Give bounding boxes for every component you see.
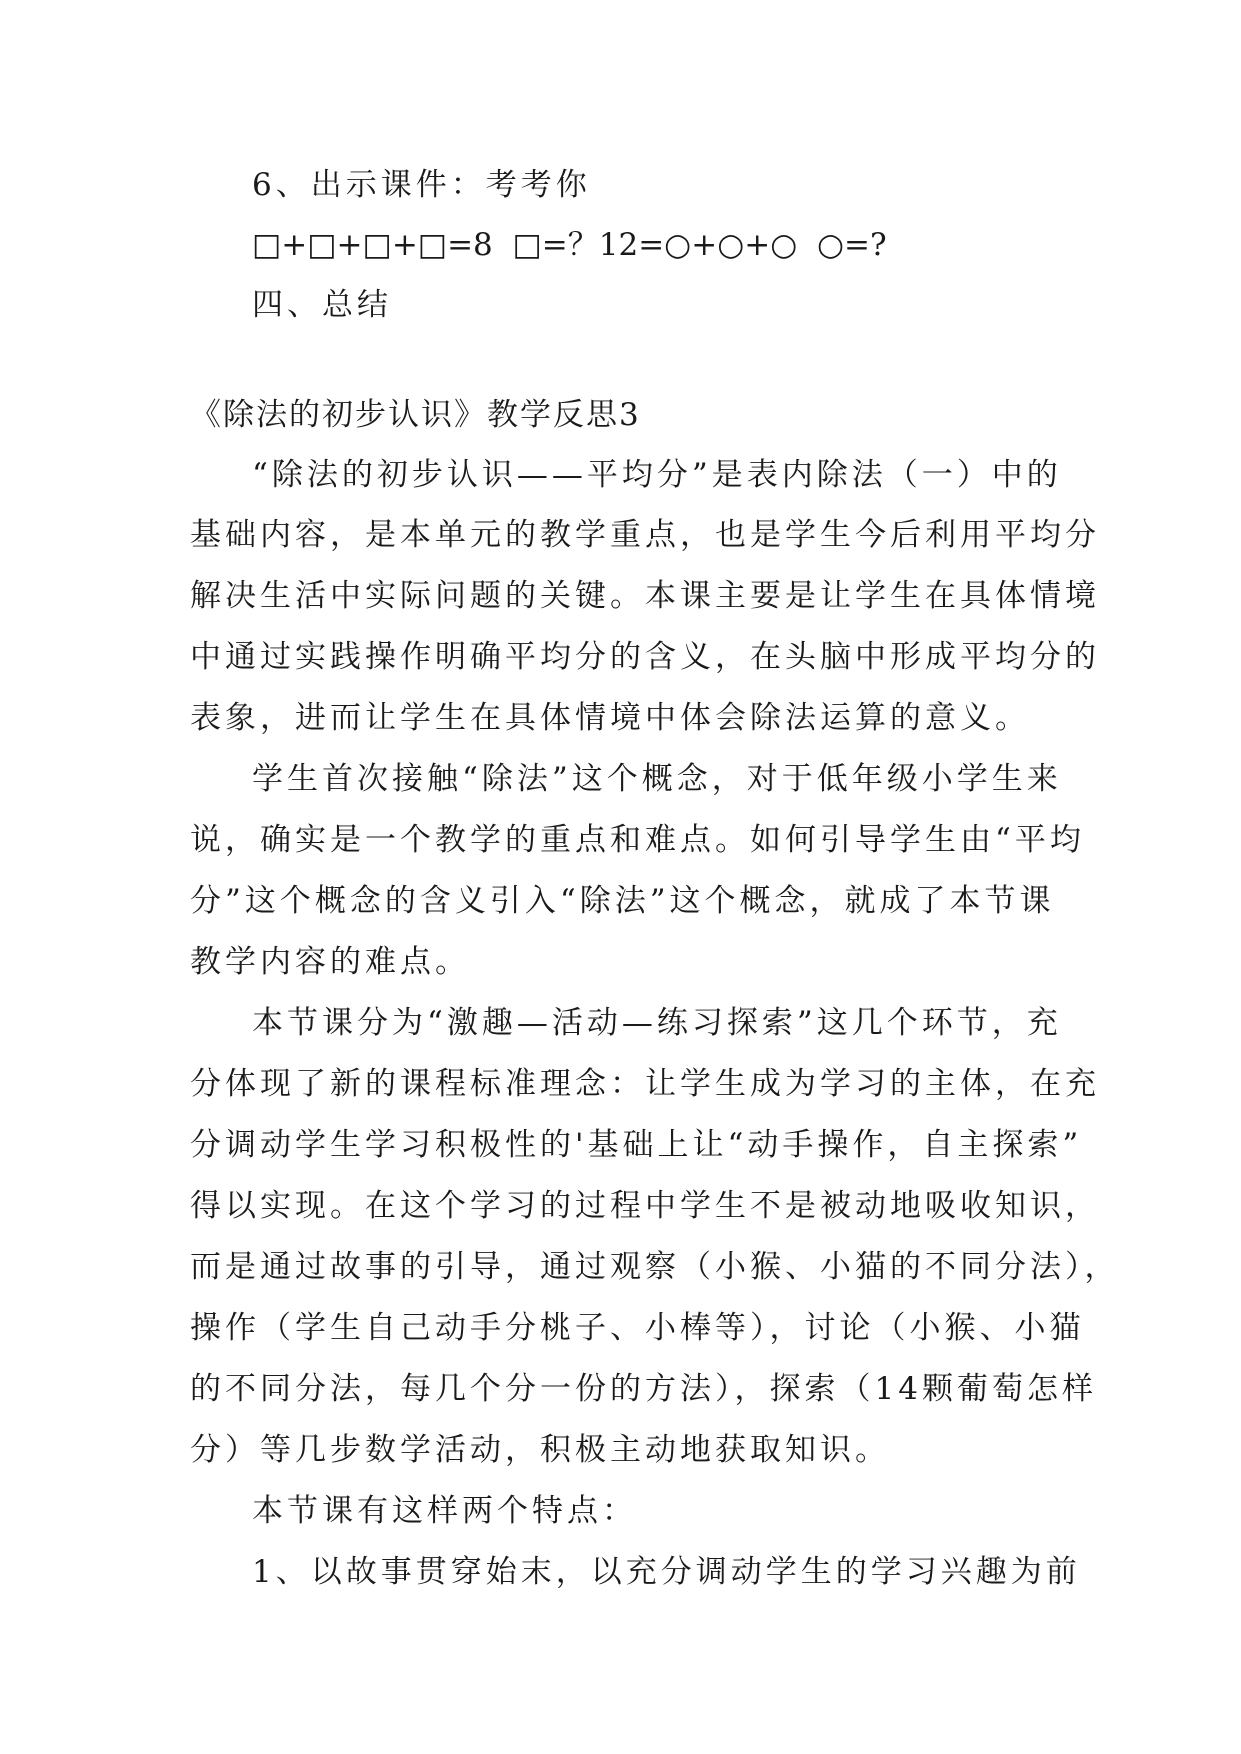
paragraph-line: 分体现了新的课程标准理念：让学生成为学习的主体，在充 (190, 1066, 1100, 1102)
paragraph-line: 分”这个概念的含义引入“除法”这个概念，就成了本节课 (190, 883, 1055, 919)
paragraph-line: 的不同分法，每几个分一份的方法），探索（14颗葡萄怎样 (190, 1371, 1097, 1407)
list-item: 6、出示课件：考考你 (252, 167, 591, 203)
paragraph-line: 表象，进而让学生在具体情境中体会除法运算的意义。 (190, 700, 1030, 736)
paragraph-line: 分调动学生学习积极性的'基础上让“动手操作，自主探索” (190, 1127, 1083, 1163)
page-title: 《除法的初步认识》教学反思3 (190, 397, 641, 433)
paragraph-line: 而是通过故事的引导，通过观察（小猴、小猫的不同分法）， (190, 1249, 1120, 1285)
formula-line: □+□+□+□=8 □=？12=○+○+○ ○=? (252, 227, 887, 263)
paragraph-line: 解决生活中实际问题的关键。本课主要是让学生在具体情境 (190, 578, 1100, 614)
section-heading: 四、总结 (252, 287, 392, 323)
paragraph-line: 学生首次接触“除法”这个概念，对于低年级小学生来 (252, 761, 1062, 797)
paragraph-line: 中通过实践操作明确平均分的含义，在头脑中形成平均分的 (190, 639, 1100, 675)
paragraph-line: 本节课有这样两个特点： (252, 1493, 637, 1529)
paragraph-line: “除法的初步认识——平均分”是表内除法（一）中的 (252, 457, 1062, 493)
paragraph-line: 分）等几步数学活动，积极主动地获取知识。 (190, 1432, 890, 1468)
paragraph-line: 得以实现。在这个学习的过程中学生不是被动地吸收知识， (190, 1188, 1100, 1224)
paragraph-line: 基础内容，是本单元的教学重点，也是学生今后利用平均分 (190, 517, 1100, 553)
paragraph-line: 1、以故事贯穿始末，以充分调动学生的学习兴趣为前 (252, 1554, 1081, 1590)
paragraph-line: 操作（学生自己动手分桃子、小棒等），讨论（小猴、小猫 (190, 1310, 1085, 1346)
paragraph-line: 教学内容的难点。 (190, 944, 470, 980)
paragraph-line: 本节课分为“激趣—活动—练习探索”这几个环节，充 (252, 1005, 1062, 1041)
paragraph-line: 说，确实是一个教学的重点和难点。如何引导学生由“平均 (190, 822, 1085, 858)
